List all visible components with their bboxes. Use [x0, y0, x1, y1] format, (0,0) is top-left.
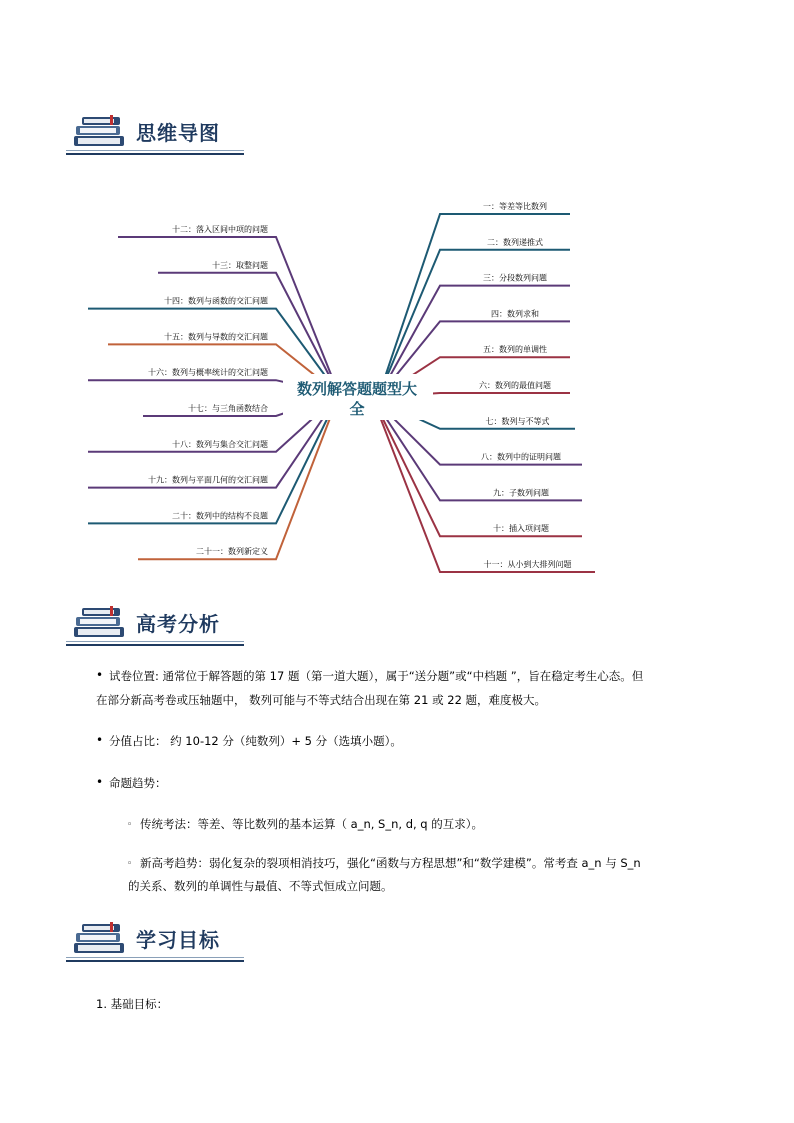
- section-header-mindmap: [66, 115, 244, 155]
- section-title: 学习目标: [136, 928, 220, 952]
- branch-line-right: [380, 413, 582, 536]
- analysis-score: 分值占比： 约 10-12 分（纯数列）+ 5 分（选填小题）。: [109, 734, 402, 748]
- branch-label-left: 十五：数列与导数的交汇问题: [164, 332, 268, 342]
- section-header-goals: [66, 922, 244, 962]
- analysis-trend-new-line1: 新高考趋势：弱化复杂的裂项相消技巧，强化“函数与方程思想”和“数学建模”。常考查 a_n 与 S_n: [140, 856, 641, 870]
- branch-label-left: 十三：取整问题: [212, 260, 268, 270]
- section-title: 思维导图: [136, 121, 220, 145]
- bullet-dot: •: [96, 775, 104, 789]
- branch-label-right: 九：子数列问题: [493, 488, 549, 498]
- sub-bullet-circle: ◦: [127, 820, 133, 830]
- branch-label-right: 四：数列求和: [491, 309, 539, 319]
- branch-label-left: 二十一：数列新定义: [196, 547, 268, 557]
- section-rule-thin: [66, 641, 244, 642]
- section-title: 高考分析: [136, 612, 220, 636]
- branch-label-right: 三：分段数列问题: [483, 273, 547, 283]
- branch-label-right: 二：数列递推式: [487, 237, 543, 247]
- mind-map: [0, 190, 794, 590]
- section-rule: [66, 644, 244, 646]
- branch-label-right: 一：等差等比数列: [483, 202, 547, 211]
- bullet-dot: •: [96, 668, 104, 682]
- sub-bullet-circle: ◦: [127, 859, 133, 869]
- branch-label-left: 二十：数列中的结构不良题: [172, 511, 268, 521]
- branch-label-right: 五：数列的单调性: [483, 345, 547, 355]
- branch-label-right: 八：数列中的证明问题: [481, 452, 561, 462]
- branch-label-left: 十八：数列与集合交汇问题: [172, 439, 268, 449]
- branch-label-right: 十一：从小到大排列问题: [483, 560, 572, 569]
- books-icon: [72, 606, 128, 640]
- branch-label-left: 十九：数列与平面几何的交汇问题: [148, 475, 268, 485]
- analysis-position-line2: 在部分新高考卷或压轴题中， 数列可能与不等式结合出现在第 21 或 22 题，难度极大。: [96, 693, 547, 707]
- branch-label-left: 十六：数列与概率统计的交汇问题: [148, 368, 268, 378]
- section-rule: [66, 960, 244, 962]
- section-rule-thin: [66, 150, 244, 151]
- goal-item-1: 1. 基础目标：: [96, 997, 169, 1011]
- branch-label-left: 十四：数列与函数的交汇问题: [164, 296, 268, 306]
- analysis-trend-traditional: 传统考法：等差、等比数列的基本运算（ a_n, S_n, d, q 的互求）。: [140, 817, 484, 831]
- section-rule: [66, 153, 244, 155]
- center-topic-text: 全: [349, 400, 365, 418]
- bullet-dot: •: [96, 733, 104, 747]
- section-rule-thin: [66, 957, 244, 958]
- branch-line-right: [380, 417, 595, 572]
- branch-label-right: 十：插入项问题: [493, 524, 549, 534]
- branch-label-left: 十七：与三角函数结合: [188, 404, 268, 413]
- branch-line-left: [118, 237, 332, 377]
- analysis-position-line1: 试卷位置: 通常位于解答题的第 17 题（第一道大题），属于“送分题”或“中档题 ”，旨在稳定考生心态。但: [109, 669, 644, 683]
- branch-label-right: 六：数列的最值问题: [479, 381, 551, 390]
- books-icon: [72, 115, 128, 149]
- books-icon: [72, 922, 128, 956]
- center-topic-text: 数列解答题题型大: [296, 380, 418, 398]
- branch-line-left: [138, 413, 332, 559]
- analysis-trend-new-line2: 的关系、数列的单调性与最值、不等式恒成立问题。: [128, 879, 393, 893]
- branch-label-right: 七：数列与不等式: [485, 416, 550, 426]
- section-header-analysis: [66, 606, 244, 646]
- branch-line-left: [158, 273, 332, 381]
- branch-label-left: 十二：落入区间中项的问题: [172, 225, 268, 234]
- branch-line-right: [385, 286, 570, 385]
- branch-line-right: [385, 250, 570, 381]
- analysis-trend-label: 命题趋势：: [109, 776, 167, 790]
